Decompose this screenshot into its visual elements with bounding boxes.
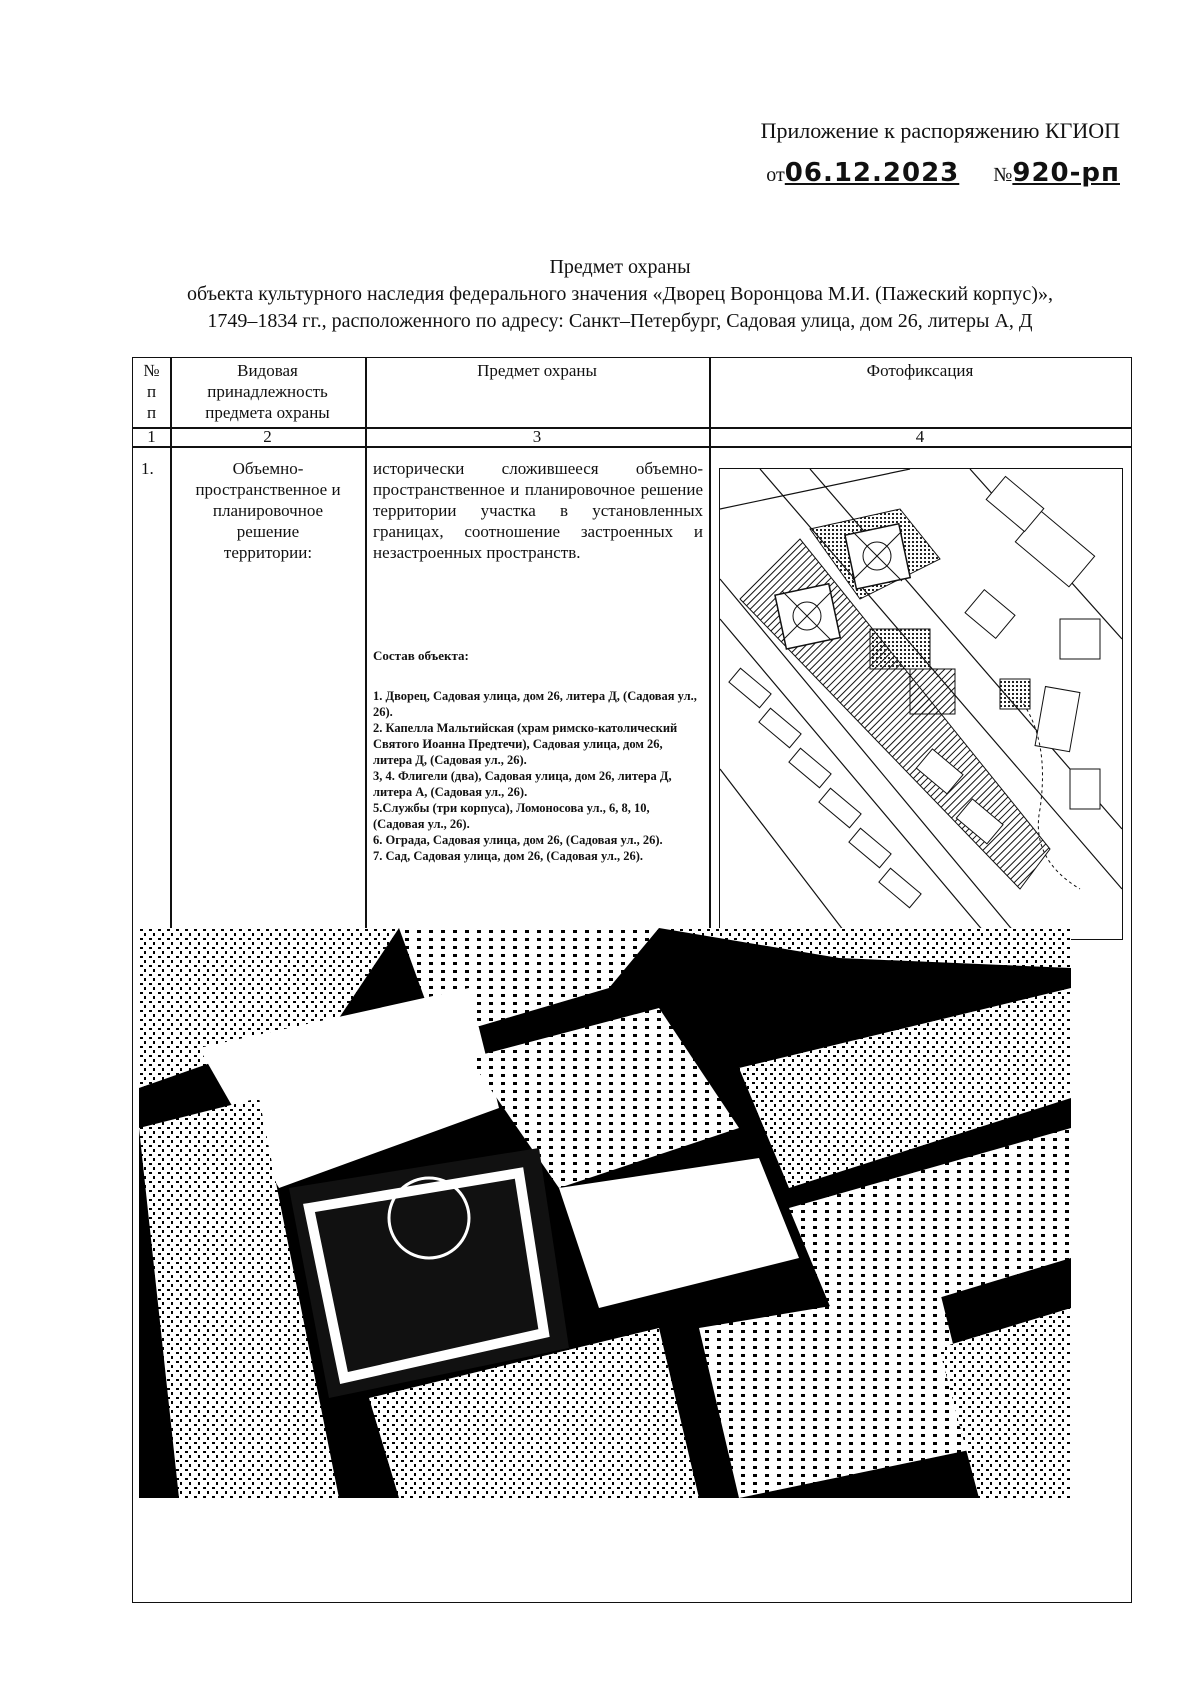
header-subject: Предмет охраны: [477, 361, 597, 380]
row1-num: 1.: [141, 459, 154, 478]
composition-item: 5.Службы (три корпуса), Ломоносова ул., 6, 8, 10, (Садовая ул., 26).: [373, 801, 650, 831]
title-line-1: Предмет охраны: [549, 256, 691, 278]
row1-subject: исторически сложившееся объемно-пространственное и планировочное решение территории участка в установленных границах, соотношение застроенных и незастроенных пространств.: [373, 459, 703, 562]
protection-subject-table: [132, 357, 1132, 1603]
composition-item: 7. Сад, Садовая улица, дом 26, (Садовая ул., 26).: [373, 849, 644, 863]
row1-type: Объемно- пространственное и планировочное решение территории:: [195, 459, 341, 562]
title-line-3: 1749–1834 гг., расположенного по адресу: Санкт–Петербург, Садовая улица, дом 26, литеры А, Д: [207, 310, 1033, 332]
order-line: [761, 158, 1120, 188]
col-number-2: 2: [263, 427, 272, 446]
site-plan-map: [719, 468, 1123, 940]
col-number-3: 3: [532, 427, 542, 446]
row1-composition: [373, 645, 703, 864]
composition-title: Состав объекта:: [373, 648, 469, 663]
col-number-1: 1: [147, 427, 156, 446]
from-prefix: от: [766, 164, 785, 186]
document-title: [130, 254, 1110, 335]
composition-item: 1. Дворец, Садовая улица, дом 26, литера Д, (Садовая ул., 26).: [373, 689, 697, 719]
composition-item: 3, 4. Флигели (два), Садовая улица, дом 26, литера Д, литера А, (Садовая ул., 26).: [373, 769, 672, 799]
document-header: [761, 118, 1120, 188]
composition-item: 2. Капелла Мальтийская (храм римско-католический Святого Иоанна Предтечи), Садовая улица, дом 26, литера Д, (Садовая ул., 26).: [373, 721, 678, 767]
header-type: Видовая принадлежность предмета охраны: [205, 361, 330, 422]
title-line-2: объекта культурного наследия федерального значения «Дворец Воронцова М.И. (Пажеский корпус)»,: [187, 283, 1053, 305]
aerial-photograph: [139, 928, 1071, 1498]
order-number: 920-рп: [1012, 158, 1120, 188]
col-number-4: 4: [915, 427, 925, 446]
order-date: 06.12.2023: [784, 158, 960, 188]
appendix-label: Приложение к распоряжению КГИОП: [760, 118, 1120, 143]
header-photo: Фотофиксация: [866, 361, 974, 380]
composition-list: [373, 688, 703, 864]
header-num: № п п: [143, 361, 160, 422]
number-prefix: №: [993, 164, 1013, 186]
composition-item: 6. Ограда, Садовая улица, дом 26, (Садовая ул., 26).: [373, 833, 663, 847]
